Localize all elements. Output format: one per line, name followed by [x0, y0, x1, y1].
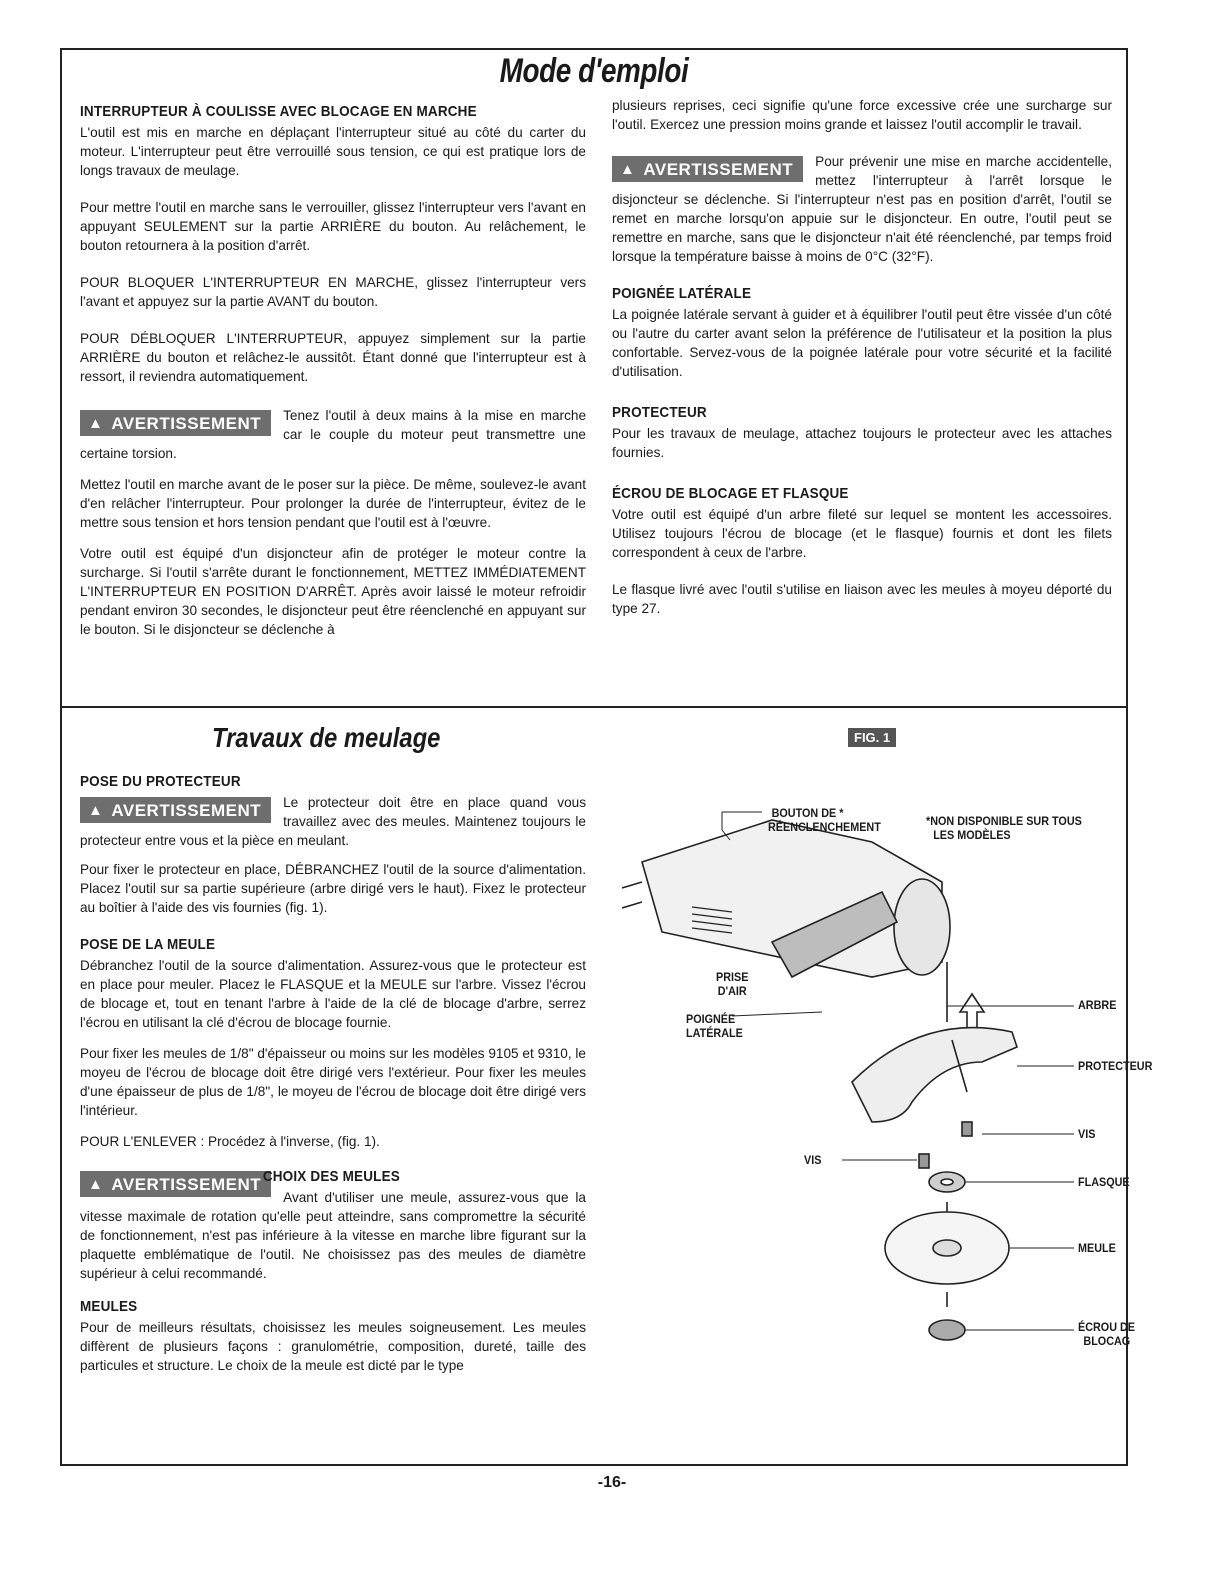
warning-block [80, 793, 586, 850]
paragraph: Débranchez l'outil de la source d'alimentation. Assurez-vous que le protecteur est en place pour meuler. Placez le FLASQUE et la MEULE sur l'arbre. Vissez l'écrou de blocage et, tout en tenant l'arbre à l'aide de la clé de blocage d'arbre, serrez l'écrou en utilisant la clé d'écrou de blocage fournie. [80, 958, 586, 1030]
heading-pose-meule: POSE DE LA MEULE [80, 936, 216, 953]
grinder-exploded-diagram [622, 762, 1122, 1362]
warning-badge: ▲ AVERTISSEMENT [80, 1171, 271, 1197]
label-flasque: FLASQUE [1078, 1175, 1130, 1189]
heading-meules: MEULES [80, 1298, 138, 1315]
left-column [80, 102, 586, 651]
label-poignee: POIGNÉE LATÉRALE [686, 1012, 743, 1040]
paragraph: Mettez l'outil en marche avant de le poser sur la pièce. De même, soulevez-le avant d'en relâcher l'interrupteur. Pour prolonger la durée de l'interrupteur, évitez de le mettre sous tension et hors tension pendant que l'outil est à l'œuvre. [80, 477, 586, 530]
figure-badge: FIG. 1 [848, 728, 896, 747]
warning-text: Le protecteur doit être en place quand vous travaillez avec des meules. Maintenez toujours le protecteur entre vous et la pièce en meulant. [80, 795, 586, 848]
page-title: Mode d'emploi [499, 52, 689, 90]
warning-triangle-icon: ▲ [620, 160, 636, 178]
label-arbre: ARBRE [1078, 998, 1117, 1012]
paragraph: Pour fixer le protecteur en place, DÉBRANCHEZ l'outil de la source d'alimentation. Placez l'outil sur sa partie supérieure (arbre dirigé vers le haut). Fixez le protecteur au boîtier à l'aide des vis fournies (fig. 1). [80, 862, 586, 915]
warning-triangle-icon: ▲ [88, 801, 104, 819]
paragraph: Le flasque livré avec l'outil s'utilise en liaison avec les meules à moyeu déporté du type 27. [612, 582, 1112, 616]
warning-triangle-icon: ▲ [88, 1175, 104, 1193]
heading-interrupteur: INTERRUPTEUR À COULISSE AVEC BLOCAGE EN MARCHE [80, 103, 477, 120]
grinder-head [894, 879, 950, 975]
paragraph: Pour de meilleurs résultats, choisissez les meules soigneusement. Les meules diffèrent de plusieurs façons : granulométrie, composition, dureté, taille des particules et structure. Le choix de la meule est dicté par le type [80, 1320, 586, 1373]
paragraph: POUR L'ENLEVER : Procédez à l'inverse, (fig. 1). [80, 1134, 380, 1149]
section-divider [62, 706, 1126, 708]
warning-block [80, 406, 586, 463]
paragraph: Votre outil est équipé d'un disjoncteur afin de protéger le moteur contre la surcharge. Si l'outil s'arrête durant le fonctionnement, METTEZ IMMÉDIATEMENT L'INTERRUPTEUR EN POSITION D'ARRÊT. Après avoir laissé le moteur refroidir pendant environ 30 secondes, le disjoncteur peut être réenclenché en appuyant sur le bouton. Si le disjoncteur se déclenche à [80, 546, 586, 637]
label-prise: PRISE D'AIR [716, 970, 749, 998]
heading-protecteur: PROTECTEUR [612, 404, 707, 421]
paragraph: POUR DÉBLOQUER L'INTERRUPTEUR, appuyez simplement sur la partie ARRIÈRE du bouton et relâchez-le aussitôt. Étant donné que l'interrupteur est à ressort, il reviendra automatiquement. [80, 331, 586, 384]
label-bouton: BOUTON DE * RÉENCLENCHEMENT [768, 806, 881, 834]
paragraph: Pour mettre l'outil en marche sans le verrouiller, glissez l'interrupteur vers l'avant en appuyant SEULEMENT sur la partie ARRIÈRE du bouton. Au relâchement, le bouton retournera à la position d'arrêt. [80, 200, 586, 253]
grinder-cord [622, 882, 642, 908]
paragraph: Votre outil est équipé d'un arbre fileté sur lequel se montent les accessoires. Utilisez toujours l'écrou de blocage (et le flasque) fournis et dont les filets correspondent à ceux de l'arbre. [612, 507, 1112, 560]
paragraph: Pour les travaux de meulage, attachez toujours le protecteur avec les attaches fournies. [612, 426, 1112, 460]
label-note: *NON DISPONIBLE SUR TOUS LES MODÈLES [926, 814, 1082, 842]
paragraph: La poignée latérale servant à guider et à équilibrer l'outil peut être vissée d'un côté ou l'autre du carter avant selon la préférence de l'utilisateur et la position la plus confortable. Servez-vous de la poignée latérale pour votre sécurité et la facilité d'utilisation. [612, 307, 1112, 379]
heading-choix: CHOIX DES MEULES [262, 1168, 400, 1185]
paragraph: plusieurs reprises, ceci signifie qu'une force excessive crée une surcharge sur l'outil. Exercez une pression moins grande et laissez l'outil accomplir le travail. [612, 98, 1112, 132]
warning-block [612, 152, 1112, 266]
heading-ecrou: ÉCROU DE BLOCAGE ET FLASQUE [612, 485, 849, 502]
paragraph: L'outil est mis en marche en déplaçant l'interrupteur situé au côté du carter du moteur. L'interrupteur peut être verrouillé sous tension, ce qui est pratique lors de longs travaux de meulage. [80, 125, 586, 178]
figure-diagram [622, 762, 1153, 1362]
screws [919, 1122, 972, 1168]
page-frame [60, 48, 1153, 1466]
warning-text: Tenez l'outil à deux mains à la mise en marche car le couple du moteur peut transmettre une certaine torsion. [80, 408, 586, 461]
warning-text: Pour prévenir une mise en marche accidentelle, mettez l'interrupteur à l'arrêt lorsque le disjoncteur se déclenche. Si l'interrupteur n'est pas en position d'arrêt, l'outil se remet en marche lorsqu'on appuie sur le disjoncteur. En outre, l'outil peut se remettre en marche, sans que le disjoncteur n'ait été réenclenché, par temps froid lorsque la température baisse à moins de 0°C (32°F). [612, 154, 1112, 264]
warning-badge: ▲ AVERTISSEMENT [80, 797, 271, 823]
label-meule: MEULE [1078, 1241, 1116, 1255]
paragraph: Pour fixer les meules de 1/8" d'épaisseur ou moins sur les modèles 9105 et 9310, le moyeu de l'écrou de blocage doit être dirigé vers l'extérieur. Pour fixer les meules d'une épaisseur de plus de 1/8", le moyeu de l'écrou de blocage doit être dirigé vers l'intérieur. [80, 1046, 586, 1118]
label-protecteur: PROTECTEUR [1078, 1059, 1153, 1073]
label-vis-left: VIS [804, 1153, 822, 1167]
heading-pose-protecteur: POSE DU PROTECTEUR [80, 773, 241, 790]
guard [852, 1028, 1017, 1122]
label-vis-right: VIS [1078, 1127, 1096, 1141]
bottom-left-column [80, 772, 586, 1387]
warning-triangle-icon: ▲ [88, 414, 104, 432]
warning-badge: ▲ AVERTISSEMENT [80, 410, 271, 436]
lock-nut [929, 1320, 965, 1340]
paragraph: POUR BLOQUER L'INTERRUPTEUR EN MARCHE, glissez l'interrupteur vers l'avant et appuyez sur la partie AVANT du bouton. [80, 275, 586, 309]
heading-poignee: POIGNÉE LATÉRALE [612, 285, 752, 302]
label-ecrou: ÉCROU DE BLOCAG [1078, 1320, 1136, 1348]
page-number: -16- [597, 1474, 627, 1491]
warning-block [80, 1167, 586, 1283]
warning-badge: ▲ AVERTISSEMENT [612, 156, 803, 182]
section-title: Travaux de meulage [212, 722, 441, 753]
right-column [612, 96, 1112, 630]
warning-text: Avant d'utiliser une meule, assurez-vous que la vitesse maximale de rotation qu'elle peut atteindre, sans compromettre la sécurité de fonctionnement, n'est pas inférieure à la vitesse en marche libre figurant sur la plaquette emblématique de l'outil. Ne choisissez pas des meules de diamètre supérieur à celui recommandé. [80, 1190, 586, 1281]
